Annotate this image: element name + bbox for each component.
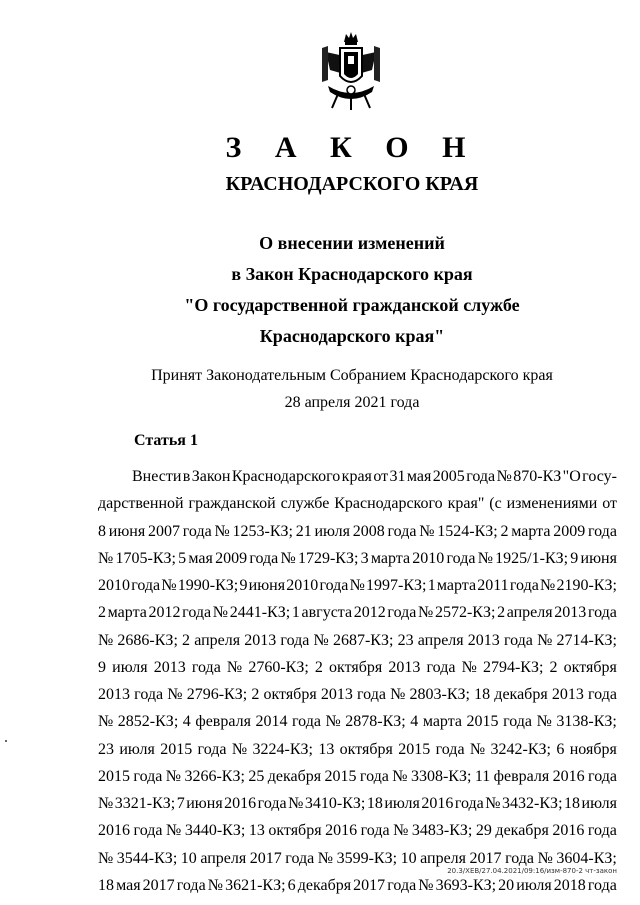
region-subtitle: КРАСНОДАРСКОГО КРАЯ xyxy=(225,173,479,195)
adoption-date: 28 апреля 2021 года xyxy=(284,394,420,411)
article-body-line: 2 марта 2012 года № 2441-КЗ; 1 августа 2012 года № 2572-КЗ; 2 апреля 2013 года xyxy=(98,604,617,622)
article-body-line: № 3321-КЗ; 7 июня 2016 года № 3410-КЗ; 18 июля 2016 года № 3432-КЗ; 18 июля xyxy=(98,795,617,812)
article-body-line: № 3544-КЗ; 10 апреля 2017 года № 3599-КЗ; 10 апреля 2017 года № 3604-КЗ; xyxy=(98,849,617,867)
article-body-line: 2013 года № 2796-КЗ; 2 октября 2013 года № 2803-КЗ; 18 декабря 2013 года xyxy=(98,686,617,703)
law-title-line: "О государственной гражданской службе xyxy=(184,295,520,315)
krasnodar-coat-of-arms-emblem xyxy=(318,30,384,112)
law-title-line: Краснодарского края" xyxy=(259,326,445,346)
article-body-line: № 1705-КЗ; 5 мая 2009 года № 1729-КЗ; 3 марта 2010 года № 1925/1-КЗ; 9 июня xyxy=(98,549,617,567)
law-title xyxy=(0,228,640,352)
article-body-line: 2015 года № 3266-КЗ; 25 декабря 2015 года № 3308-КЗ; 11 февраля 2016 года xyxy=(98,767,617,785)
article-body-line: 9 июля 2013 года № 2760-КЗ; 2 октября 2013 года № 2794-КЗ; 2 октября xyxy=(98,658,617,676)
document-type-title: З А К О Н xyxy=(225,131,479,164)
article-body-line: № 2686-КЗ; 2 апреля 2013 года № 2687-КЗ; 23 апреля 2013 года № 2714-КЗ; xyxy=(98,631,617,649)
article-heading: Статья 1 xyxy=(134,432,198,449)
article-body-line: дарственной гражданской службе Краснодарского края" (с изменениями от xyxy=(98,495,617,513)
article-body-line: 2010 года № 1990-КЗ; 9 июня 2010 года № 1997-КЗ; 1 марта 2011 года № 2190-КЗ; xyxy=(98,577,617,594)
adoption-note xyxy=(0,362,640,416)
article-body-line: № 2852-КЗ; 4 февраля 2014 года № 2878-КЗ; 4 марта 2015 года № 3138-КЗ; xyxy=(98,713,617,731)
article-body-line: 2016 года № 3440-КЗ; 13 октября 2016 года № 3483-КЗ; 29 декабря 2016 года xyxy=(98,822,617,840)
document-footer-code: 20.3/ХЕВ/27.04.2021/09:16/изм-870-2 чт-закон xyxy=(447,867,617,875)
article-body-line: 8 июня 2007 года № 1253-КЗ; 21 июля 2008 года № 1524-КЗ; 2 марта 2009 года xyxy=(98,522,617,540)
adoption-body: Принят Законодательным Собранием Краснодарского края xyxy=(151,367,553,384)
article-body-line: 18 мая 2017 года № 3621-КЗ; 6 декабря 2017 года № 3693-КЗ; 20 июля 2018 года xyxy=(98,876,617,894)
article-body xyxy=(98,463,617,899)
law-title-line: в Закон Краснодарского края xyxy=(231,264,473,284)
article-body-line: Внести в Закон Краснодарского края от 31 мая 2005 года № 870-КЗ "О госу- xyxy=(132,468,617,485)
article-body-line: 23 июля 2015 года № 3224-КЗ; 13 октября 2015 года № 3242-КЗ; 6 ноября xyxy=(98,740,617,758)
law-title-line: О внесении изменений xyxy=(259,233,445,253)
margin-mark xyxy=(5,740,7,742)
